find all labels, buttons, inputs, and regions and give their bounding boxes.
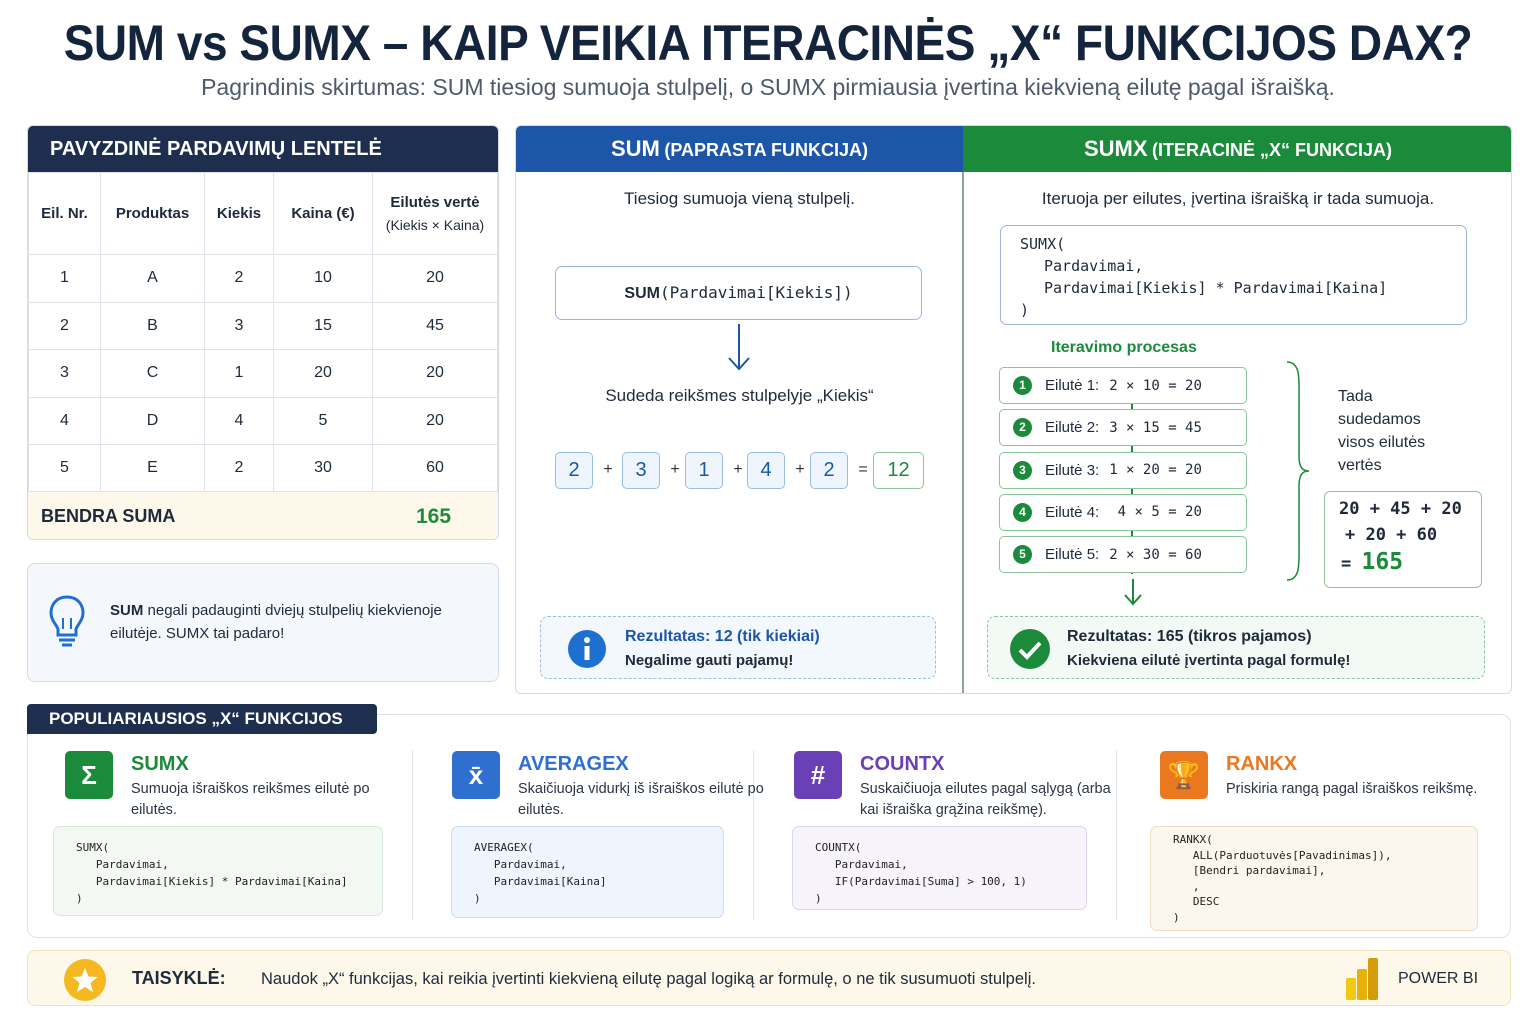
- table-row: [29, 445, 498, 493]
- table-cell: 15: [274, 302, 373, 350]
- function-name: RANKX: [1226, 753, 1298, 775]
- sum-formula: [555, 266, 922, 320]
- sum-total: 165: [1361, 549, 1404, 575]
- sum-header-sub: (PAPRASTA FUNKCIJA): [664, 140, 868, 160]
- col-header-value: [373, 173, 498, 255]
- table-cell: 3: [29, 350, 101, 398]
- sum-formula-fn: SUM: [624, 285, 660, 302]
- table-row: [29, 302, 498, 350]
- step-number: 3: [1013, 461, 1032, 480]
- rule-text: Naudok „X“ funkcijas, kai reikia įvertinti kiekvieną eilutę pagal logiką ar formulę, o ne tik susumuoti stulpelį.: [261, 970, 1036, 988]
- tip-text: [110, 599, 490, 645]
- tip-bold: SUM: [110, 602, 144, 619]
- table-row: [29, 397, 498, 445]
- equals-sign: =: [858, 461, 868, 478]
- function-name: COUNTX: [860, 753, 945, 775]
- table-cell: 45: [373, 302, 498, 350]
- table-cell: 20: [373, 397, 498, 445]
- iteration-row: [999, 409, 1247, 446]
- rule-label: TAISYKLĖ:: [132, 968, 226, 988]
- step-number: 4: [1013, 503, 1032, 522]
- function-code: SUMX( Pardavimai, Pardavimai[Kiekis] * Pardavimai[Kaina] ): [53, 826, 383, 916]
- sum-eq: =: [1341, 554, 1352, 574]
- row-label: Eilutė 5:: [1045, 546, 1100, 564]
- sumx-header-sub: (ITERACINĖ „X“ FUNKCIJA): [1152, 140, 1393, 160]
- plus-sign: +: [670, 461, 680, 478]
- sumx-header: [963, 126, 1512, 172]
- column-divider: [962, 172, 964, 694]
- total-value: 165: [416, 504, 452, 528]
- total-row: [28, 491, 498, 540]
- info-icon: [567, 629, 607, 669]
- sum-formula-arg: (Pardavimai[Kiekis]): [659, 283, 853, 302]
- col-header-label: Eilutės vertė: [390, 194, 480, 211]
- function-averagex: [452, 751, 792, 821]
- table-cell: C: [101, 350, 205, 398]
- function-description: Priskiria rangą pagal išraiškos reikšmę.: [1226, 781, 1478, 797]
- power-bi-label: POWER BI: [1398, 970, 1479, 987]
- step-number: 1: [1013, 376, 1032, 395]
- iteration-row: [999, 536, 1247, 573]
- table-cell: 1: [29, 255, 101, 303]
- function-code: AVERAGEX( Pardavimai, Pardavimai[Kaina] ): [451, 826, 724, 918]
- function-description: Sumuoja išraiškos reikšmes eilutė po eilutės.: [131, 781, 370, 818]
- row-label: Eilutė 3:: [1045, 461, 1100, 479]
- brace-icon: [1273, 360, 1313, 582]
- iteration-row: [999, 452, 1247, 489]
- sumx-result-box: [987, 616, 1485, 679]
- tip-box: [27, 563, 499, 682]
- row-expression: 2 × 10 = 20: [1109, 377, 1202, 394]
- row-expression: 2 × 30 = 60: [1109, 546, 1202, 563]
- sum-result-title: Rezultatas: 12 (tik kiekiai): [625, 628, 820, 645]
- divider: [412, 750, 413, 920]
- sumx-result-note: Kiekviena eilutė įvertinta pagal formulę!: [1067, 652, 1351, 669]
- plus-sign: +: [733, 461, 743, 478]
- row-expression: 1 × 20 = 20: [1109, 462, 1202, 479]
- function-sumx: [65, 751, 405, 821]
- table-row: [29, 350, 498, 398]
- table-cell: A: [101, 255, 205, 303]
- table-cell: 3: [205, 302, 274, 350]
- step-number: 5: [1013, 545, 1032, 564]
- table-cell: 4: [29, 397, 101, 445]
- plus-sign: +: [603, 461, 613, 478]
- sumx-result-title: Rezultatas: 165 (tikros pajamos): [1067, 628, 1312, 645]
- table-cell: 10: [274, 255, 373, 303]
- sumx-icon: Σ: [65, 751, 113, 799]
- sum-step-text: Sudeda reikšmes stulpelyje „Kiekis“: [605, 386, 874, 405]
- sumx-header-main: SUMX: [1083, 136, 1148, 161]
- sum-description: Tiesiog sumuoja vieną stulpelį.: [624, 189, 855, 208]
- table-cell: 30: [274, 445, 373, 493]
- table-cell: E: [101, 445, 205, 493]
- sales-table-title: PAVYZDINĖ PARDAVIMŲ LENTELĖ: [28, 126, 498, 172]
- arrow-down-icon: [1122, 579, 1144, 607]
- number-box: 2: [810, 452, 848, 489]
- countx-icon: #: [794, 751, 842, 799]
- col-header: Kaina (€): [274, 173, 373, 255]
- page-title: SUM vs SUMX – KAIP VEIKIA ITERACINĖS „X“ FUNKCIJOS DAX?: [63, 15, 1473, 71]
- rankx-icon: 🏆: [1160, 751, 1208, 799]
- number-box: 1: [685, 452, 723, 489]
- sum-line-2: + 20 + 60: [1345, 525, 1438, 545]
- averagex-icon: x̄: [452, 751, 500, 799]
- table-cell: 2: [205, 445, 274, 493]
- number-box: 4: [747, 452, 785, 489]
- table-row: [29, 255, 498, 303]
- total-label: BENDRA SUMA: [41, 506, 176, 526]
- sales-table: [28, 172, 498, 493]
- function-description: Suskaičiuoja eilutes pagal sąlygą (arba kai išraiška grąžina reikšmę).: [860, 781, 1111, 818]
- table-cell: 5: [29, 445, 101, 493]
- sumx-code-line: Pardavimai,: [1044, 257, 1144, 275]
- table-cell: 4: [205, 397, 274, 445]
- tip-rest: negali padauginti dviejų stulpelių kiekvienoje eilutėje. SUMX tai padaro!: [110, 602, 442, 642]
- lightbulb-icon: [48, 594, 86, 650]
- table-cell: 5: [274, 397, 373, 445]
- check-circle-icon: [1009, 628, 1051, 670]
- function-name: SUMX: [131, 753, 189, 775]
- table-cell: 20: [274, 350, 373, 398]
- table-cell: 2: [205, 255, 274, 303]
- sum-result-note: Negalime gauti pajamų!: [625, 652, 794, 669]
- star-icon: [63, 958, 107, 1002]
- sum-header-main: SUM: [610, 136, 660, 161]
- sales-table-card: [27, 125, 499, 540]
- col-header: Produktas: [101, 173, 205, 255]
- table-cell: D: [101, 397, 205, 445]
- sumx-code-box: [1000, 225, 1467, 325]
- table-cell: 20: [373, 350, 498, 398]
- row-label: Eilutė 4:: [1045, 503, 1100, 521]
- power-bi-logo-icon: [1344, 956, 1382, 1002]
- plus-sign: +: [795, 461, 805, 478]
- number-box: 3: [622, 452, 660, 489]
- row-label: Eilutė 2:: [1045, 419, 1100, 437]
- page-subtitle: Pagrindinis skirtumas: SUM tiesiog sumuoja stulpelį, o SUMX pirmiausia įvertina kiekvieną eilutę pagal išraišką.: [201, 74, 1335, 100]
- function-countx: [794, 751, 1134, 821]
- function-code: RANKX( ALL(Parduotuvės[Pavadinimas]), [Bendri pardavimai], , DESC ): [1150, 826, 1478, 931]
- brace-text: Tada sudedamos visos eilutės vertės: [1338, 388, 1426, 474]
- table-cell: B: [101, 302, 205, 350]
- col-header-note: (Kiekis × Kaina): [385, 217, 485, 233]
- sumx-code-line: Pardavimai[Kiekis] * Pardavimai[Kaina]: [1044, 279, 1388, 297]
- table-cell: 60: [373, 445, 498, 493]
- row-expression: 4 × 5 = 20: [1109, 504, 1202, 521]
- function-description: Skaičiuoja vidurkį iš išraiškos eilutė po eilutės.: [518, 781, 764, 818]
- function-rankx: [1160, 751, 1500, 821]
- sum-result-box: [540, 616, 936, 679]
- iteration-row: [999, 367, 1247, 404]
- rule-banner: [27, 950, 1511, 1006]
- table-cell: 20: [373, 255, 498, 303]
- function-code: COUNTX( Pardavimai, IF(Pardavimai[Suma] > 100, 1) ): [792, 826, 1087, 910]
- sumx-code-line: ): [1020, 301, 1030, 319]
- step-number: 2: [1013, 418, 1032, 437]
- row-label: Eilutė 1:: [1045, 377, 1100, 394]
- sumx-code-line: SUMX(: [1020, 235, 1066, 253]
- arrow-down-icon: [726, 324, 752, 372]
- result-number-box: 12: [873, 452, 924, 489]
- sum-line-1: 20 + 45 + 20: [1339, 499, 1462, 519]
- sumx-description: Iteruoja per eilutes, įvertina išraišką ir tada sumuoja.: [1041, 189, 1435, 208]
- number-box: 2: [555, 452, 593, 489]
- row-expression: 3 × 15 = 45: [1109, 419, 1202, 436]
- comparison-panel: [515, 125, 1512, 694]
- col-header: Eil. Nr.: [29, 173, 101, 255]
- table-cell: 1: [205, 350, 274, 398]
- sum-header: [516, 126, 963, 172]
- sum-of-rows-box: [1324, 491, 1482, 588]
- table-cell: 2: [29, 302, 101, 350]
- function-name: AVERAGEX: [518, 753, 629, 775]
- col-header: Kiekis: [205, 173, 274, 255]
- iteration-row: [999, 494, 1247, 531]
- popular-title: POPULIARIAUSIOS „X“ FUNKCIJOS: [27, 704, 377, 734]
- process-title: Iteravimo procesas: [1051, 339, 1197, 356]
